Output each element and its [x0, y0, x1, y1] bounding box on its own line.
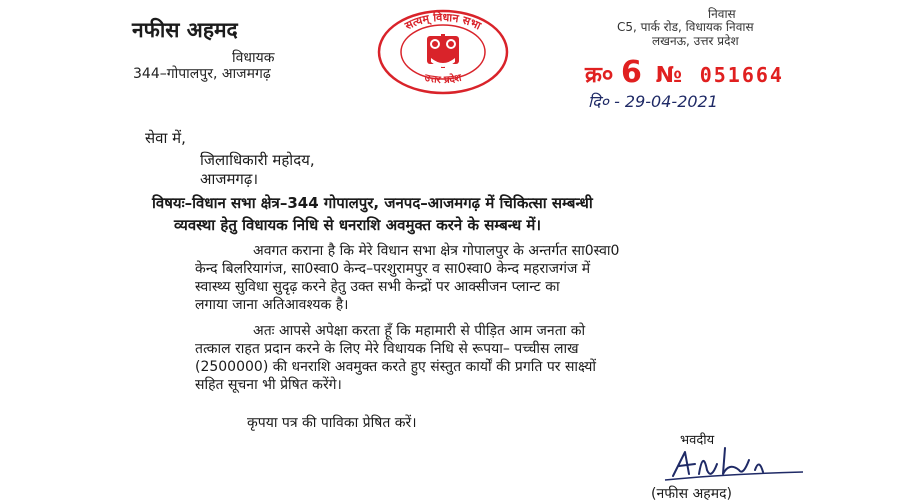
- seal-bottom-text: उत्तर प्रदेश: [423, 72, 463, 87]
- paragraph-line: केन्द बिलरियागंज, सा0स्वा0 केन्द–परशुरामपुर व सा0स्वा0 केन्द महराजगंज में: [195, 261, 591, 277]
- serial-digits: 051664: [699, 63, 784, 87]
- handwritten-signature-icon: [655, 440, 805, 488]
- valediction: भवदीय: [680, 433, 715, 448]
- letter-serial: [585, 55, 784, 90]
- paragraph-line: लगाया जाना अतिआवश्यक है।: [195, 297, 349, 313]
- seal-top-text: सत्यम् विधान सभा: [402, 10, 483, 33]
- date-value: 29-04-2021: [624, 92, 718, 111]
- closing-request: कृपया पत्र की पाविका प्रेषित करें।: [247, 415, 417, 431]
- paragraph-line: सहित सूचना भी प्रेषित करेंगे।: [195, 377, 342, 393]
- number-mark: №: [655, 63, 683, 88]
- signatory-name: (नफीस अहमद): [651, 486, 732, 502]
- paragraph-line: (2500000) की धनराशि अवमुक्त करते हुए संस्तुत कार्यों की प्रगति पर साक्ष्यों: [195, 359, 597, 375]
- svg-text:सत्यम् विधान सभा: [402, 10, 484, 33]
- subject-line: विषयः–विधान सभा क्षेत्र–344 गोपालपुर, जनपद–आजमगढ़ में चिकित्सा सम्बन्धी: [152, 194, 593, 212]
- addressee-line-2: आजमगढ़।: [200, 170, 259, 188]
- residence-address-line-2: लखनऊ, उत्तर प्रदेश: [652, 34, 739, 48]
- serial-number: 6: [621, 55, 642, 90]
- addressee-line-1: जिलाधिकारी महोदय,: [200, 151, 315, 169]
- vidhan-sabha-seal-icon: [375, 8, 511, 96]
- paragraph-line: तत्काल राहत प्रदान करने के लिए मेरे विधायक निधि से रूपया– पच्चीस लाख: [195, 341, 579, 357]
- subject-line: व्यवस्था हेतु विधायक निधि से धनराशि अवमुक्त करने के सम्बन्ध में।: [174, 216, 542, 234]
- subject: [152, 192, 593, 236]
- serial-prefix: क्र०: [585, 63, 614, 88]
- salutation: सेवा में,: [145, 129, 186, 147]
- body-paragraph-2: [195, 322, 596, 394]
- mla-constituency: 344–गोपालपुर, आजमगढ़: [133, 66, 271, 82]
- paragraph-line: अतः आपसे अपेक्षा करता हूँ कि महामारी से पीड़ित आम जनता को: [253, 323, 586, 339]
- residence-label: निवास: [708, 7, 736, 21]
- svg-text:उत्तर प्रदेश: [422, 72, 463, 86]
- letter-date: दि० - 29-04-2021: [588, 92, 718, 111]
- paragraph-line: अवगत कराना है कि मेरे विधान सभा क्षेत्र गोपालपुर के अन्तर्गत सा0स्वा0: [253, 243, 620, 259]
- paragraph-line: स्वास्थ्य सुविधा सुदृढ़ करने हेतु उक्त सभी केन्द्रों पर आक्सीजन प्लान्ट का: [195, 279, 560, 295]
- residence-address-line-1: C5, पार्क रोड, विधायक निवास: [617, 20, 754, 34]
- date-label: दि०: [588, 92, 609, 111]
- mla-designation: विधायक: [232, 50, 275, 66]
- body-paragraph-1: [195, 242, 619, 314]
- mla-name: नफीस अहमद: [132, 18, 238, 42]
